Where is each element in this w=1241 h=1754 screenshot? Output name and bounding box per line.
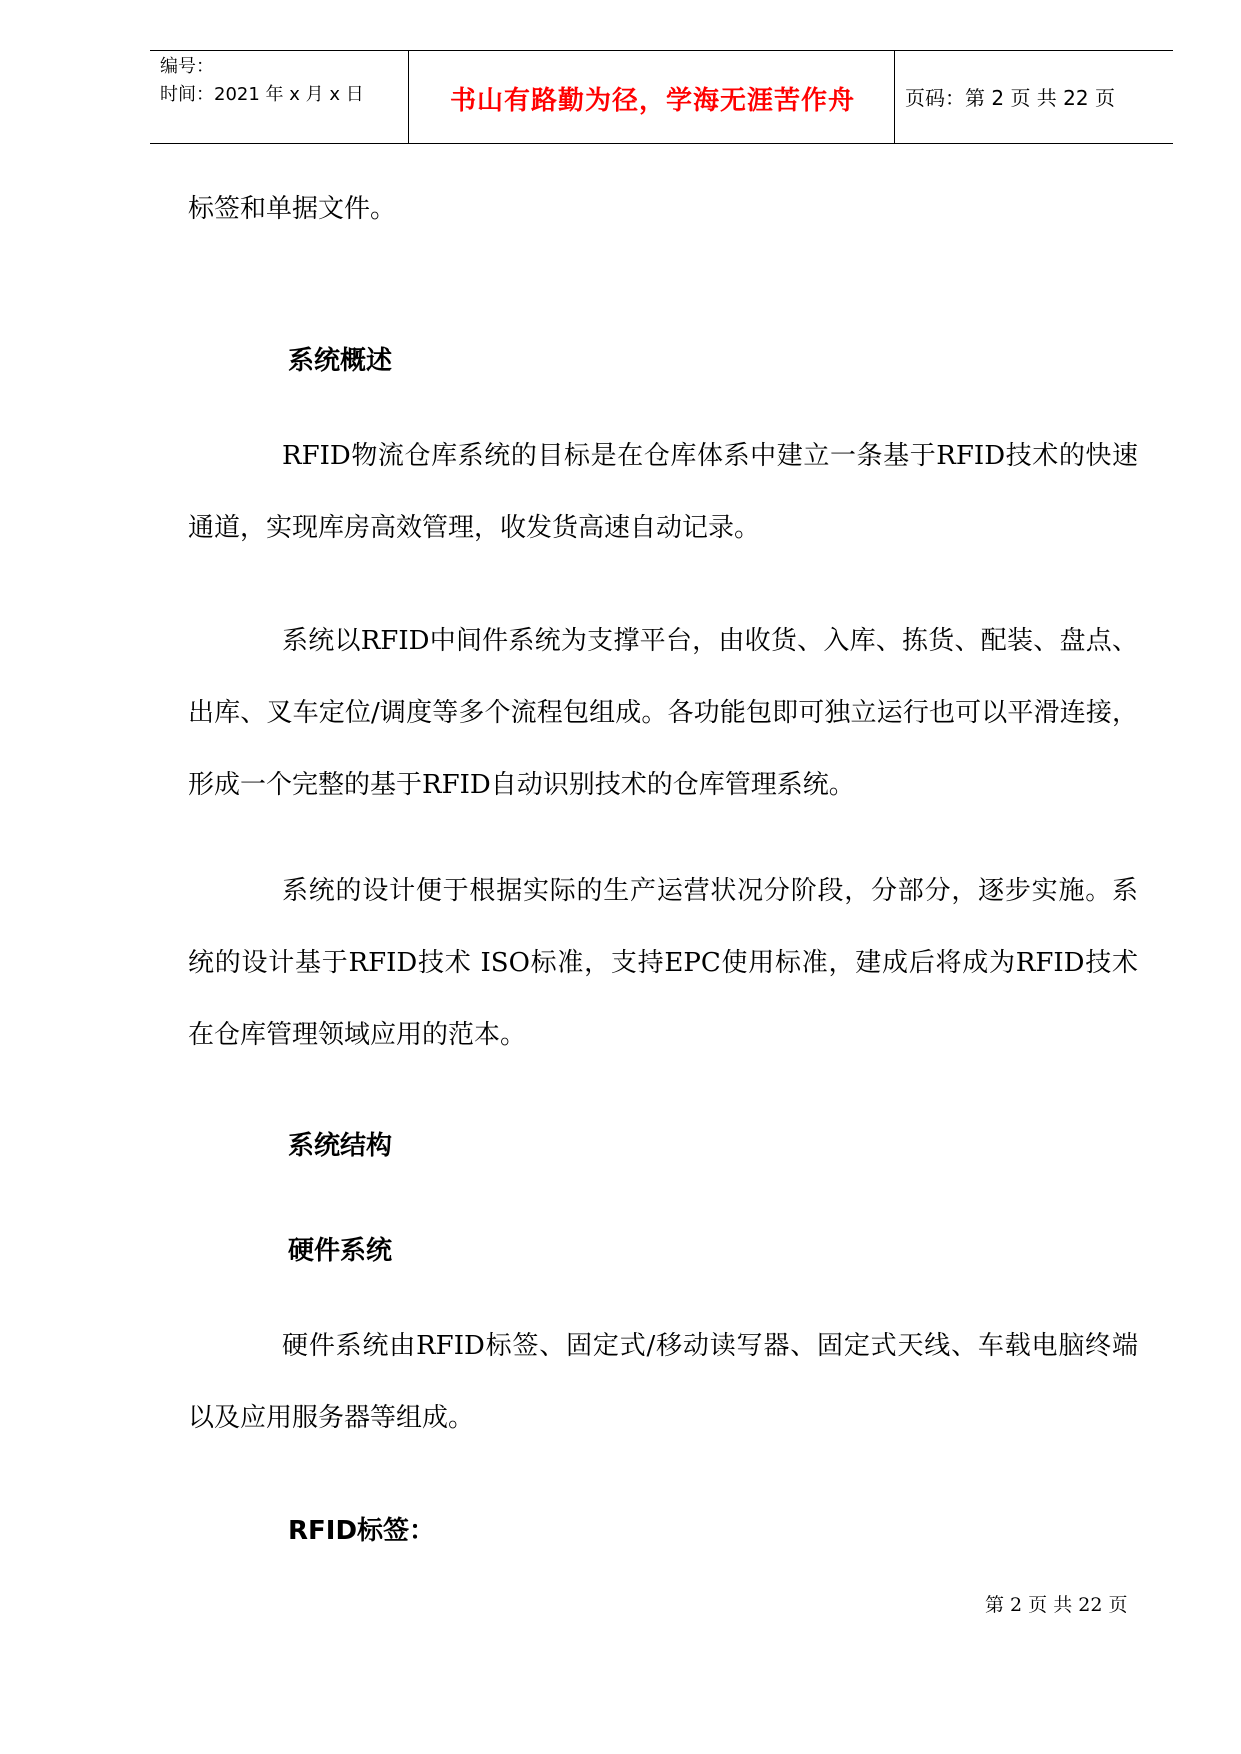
header-top-rule <box>150 50 1173 51</box>
paragraph-continued: 标签和单据文件。 <box>188 194 397 224</box>
heading-system-structure: 系统结构 <box>288 1131 393 1161</box>
header-time-label: 时间：2021 年 x 月 x 日 <box>160 84 364 105</box>
paragraph-overview-platform: 系统以RFID中间件系统为支撑平台，由收货、入库、拣货、配装、盘点、出库、叉车定位/调度等多个流程包组成。各功能包即可独立运行也可以平滑连接，形成一个完整的基于RFID自动识别技术的仓库管理系统。 <box>188 626 1138 800</box>
header-bottom-rule <box>150 143 1173 144</box>
footer-page-number: 第 2 页 共 22 页 <box>985 1594 1128 1616</box>
heading-hardware-system: 硬件系统 <box>288 1236 393 1266</box>
paragraph-overview-design: 系统的设计便于根据实际的生产运营状况分阶段，分部分，逐步实施。系统的设计基于RFID技术 ISO标准，支持EPC使用标准，建成后将成为RFID技术在仓库管理领域应用的范本。 <box>188 876 1138 1050</box>
header-number-label: 编号： <box>160 56 214 77</box>
header-divider-left <box>408 50 409 144</box>
header-motto: 书山有路勤为径，学海无涯苦作舟 <box>449 86 855 116</box>
paragraph-overview-goal: RFID物流仓库系统的目标是在仓库体系中建立一条基于RFID技术的快速通道，实现库房高效管理，收发货高速自动记录。 <box>188 441 1138 543</box>
paragraph-hardware-system: 硬件系统由RFID标签、固定式/移动读写器、固定式天线、车载电脑终端以及应用服务器等组成。 <box>188 1331 1138 1433</box>
heading-rfid-tag: RFID标签： <box>288 1516 436 1546</box>
header-page-info: 页码：第 2 页 共 22 页 <box>905 86 1115 110</box>
heading-system-overview: 系统概述 <box>288 346 393 376</box>
